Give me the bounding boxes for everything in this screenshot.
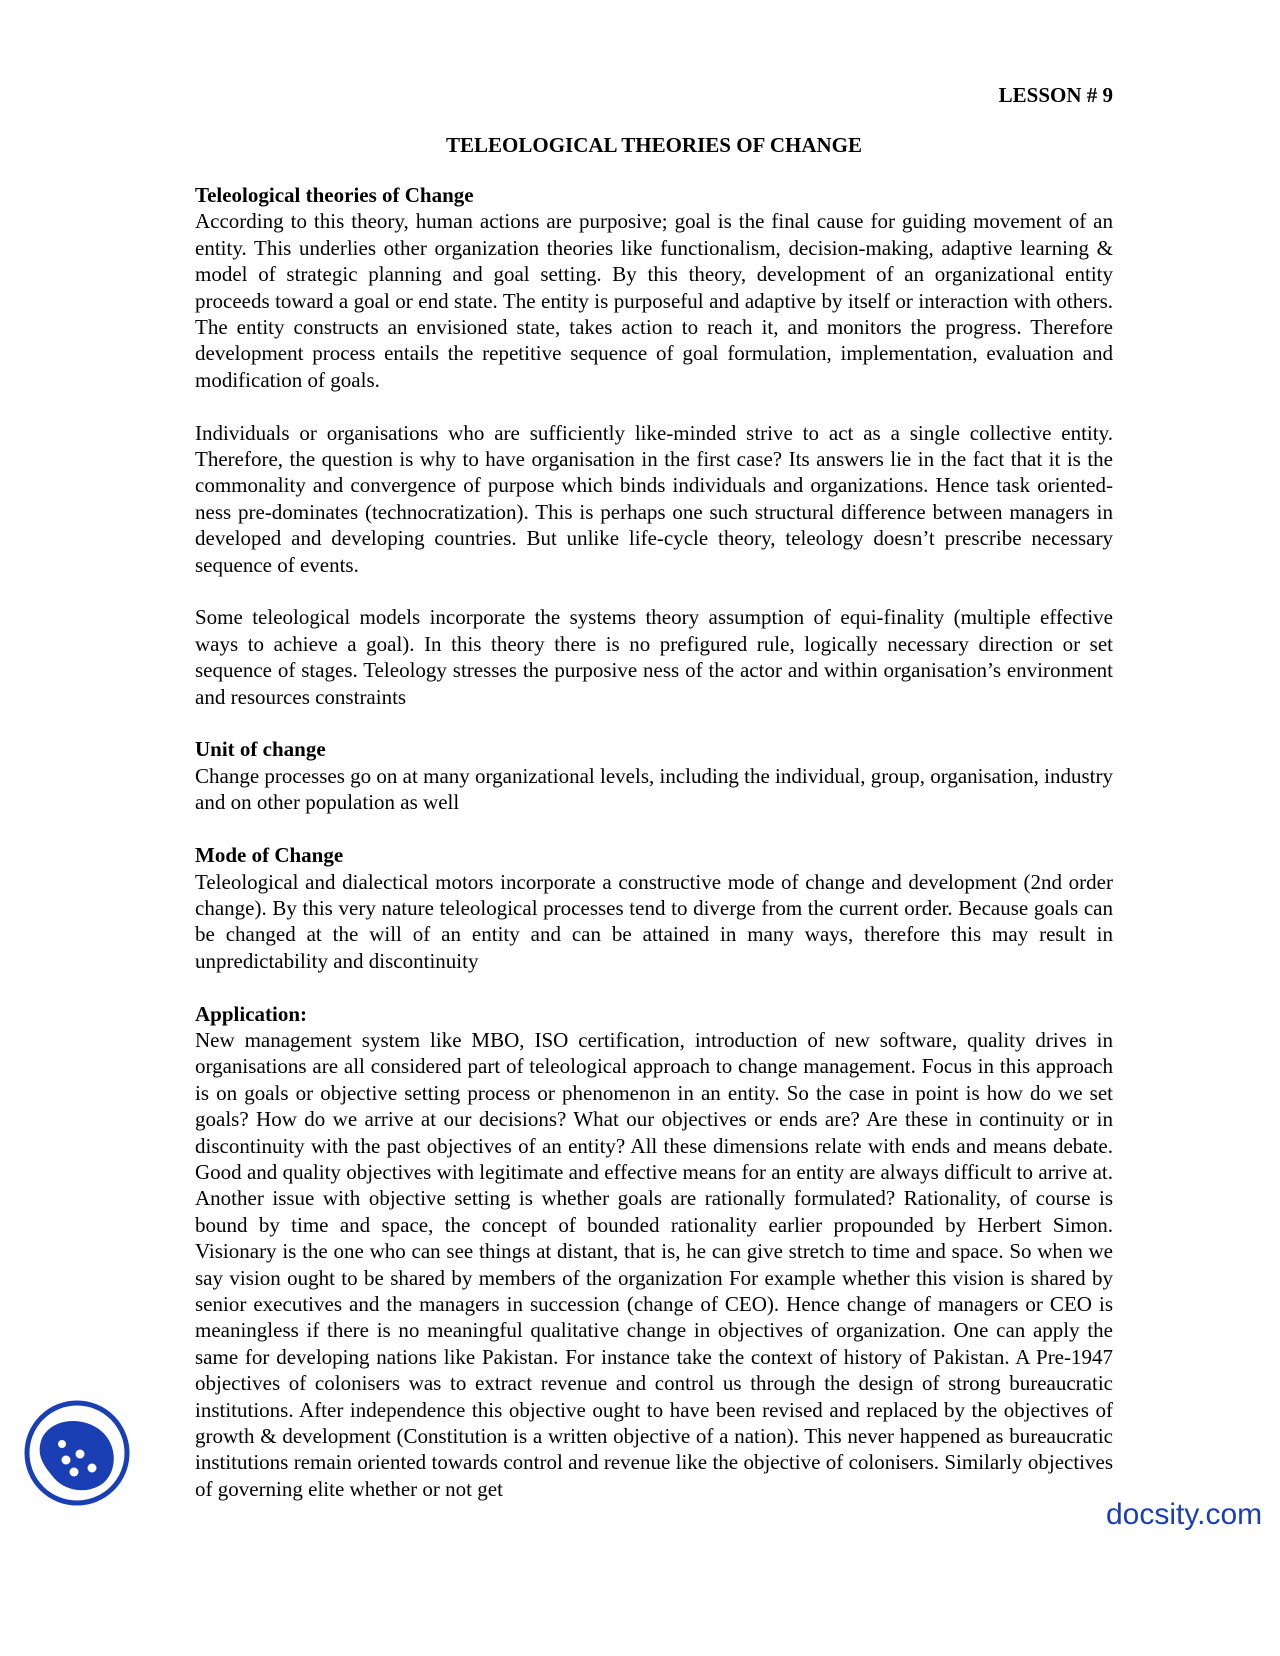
- section-heading: Application:: [195, 1001, 308, 1026]
- paragraph: Teleological and dialectical motors incorporate a constructive mode of change and development (2nd order change). By this very nature teleological processes tend to diverge from the current order. Because goals can be changed at the will of an entity and can be attained in many ways, therefore this may result in unpredictability and discontinuity: [195, 869, 1113, 973]
- section-teleological-theories: [195, 182, 1113, 710]
- document-page: [195, 82, 1113, 1502]
- paragraph: Some teleological models incorporate the systems theory assumption of equi-finality (multiple effective ways to achieve a goal). In this theory there is no prefigured rule, logically necessary direction or set sequence of stages. Teleology stresses the purposive ness of the actor and within organisation’s environment and resources constraints: [195, 605, 1113, 709]
- section-application: [195, 1001, 1113, 1503]
- docsity-watermark[interactable]: docsity.com: [1106, 1498, 1263, 1531]
- paragraph: According to this theory, human actions are purposive; goal is the final cause for guiding movement of an entity. This underlies other organization theories like functionalism, decision-making, adaptive learning & model of strategic planning and goal setting. By this theory, development of an organizational entity proceeds toward a goal or end state. The entity is purposeful and adaptive by itself or interaction with others. The entity constructs an envisioned state, takes action to reach it, and monitors the progress. Therefore development process entails the repetitive sequence of goal formulation, implementation, evaluation and modification of goals.: [195, 209, 1113, 392]
- lesson-label: LESSON # 9: [998, 83, 1113, 107]
- docsity-logo-icon[interactable]: [22, 1398, 132, 1508]
- section-heading: Teleological theories of Change: [195, 183, 474, 207]
- page-title: TELEOLOGICAL THEORIES OF CHANGE: [445, 133, 863, 157]
- paragraph: Individuals or organisations who are sufficiently like-minded strive to act as a single collective entity. Therefore, the question is why to have organisation in the first case? Its answers lie in the fact that it is the commonality and convergence of purpose which binds individuals and organizations. Hence task oriented-ness pre-dominates (technocratization). This is perhaps one such structural difference between managers in developed and developing countries. But unlike life-cycle theory, teleology doesn’t prescribe necessary sequence of events.: [195, 420, 1113, 577]
- paragraph: New management system like MBO, ISO certification, introduction of new software, quality drives in organisations are all considered part of teleological approach to change management. Focus in this approach is on goals or objective setting process or phenomenon in an entity. So the case in point is how do we set goals? How do we arrive at our decisions? What our objectives or ends are? Are these in continuity or in discontinuity with the past objectives of an entity? All these dimensions relate with ends and means debate. Good and quality objectives with legitimate and effective means for an entity are always difficult to arrive at. Another issue with objective setting is whether goals are rationally formulated? Rationality, of course is bound by time and space, the concept of bounded rationality earlier propounded by Herbert Simon. Visionary is the one who can see things at distant, that is, he can give stretch to time and space. So when we say vision ought to be shared by members of the organization For example whether this vision is shared by senior executives and the managers in succession (change of CEO). Hence change of managers or CEO is meaningless if there is no meaningful qualitative change in objectives of organization. One can apply the same for developing nations like Pakistan. For instance take the context of history of Pakistan. A Pre-1947 objectives of colonisers was to extract revenue and control us through the design of strong bureaucratic institutions. After independence this objective ought to have been revised and replaced by the objectives of growth & development (Constitution is a written objective of a nation). This never happened as bureaucratic institutions remain oriented towards control and revenue like the objective of colonisers. Similarly objectives of governing elite whether or not get: [195, 1027, 1113, 1501]
- section-unit-of-change: [195, 736, 1113, 815]
- section-mode-of-change: [195, 842, 1113, 974]
- paragraph: Change processes go on at many organizational levels, including the individual, group, organisation, industry and on other population as well: [195, 763, 1113, 815]
- section-heading: Mode of Change: [195, 843, 344, 868]
- section-heading: Unit of change: [195, 737, 326, 762]
